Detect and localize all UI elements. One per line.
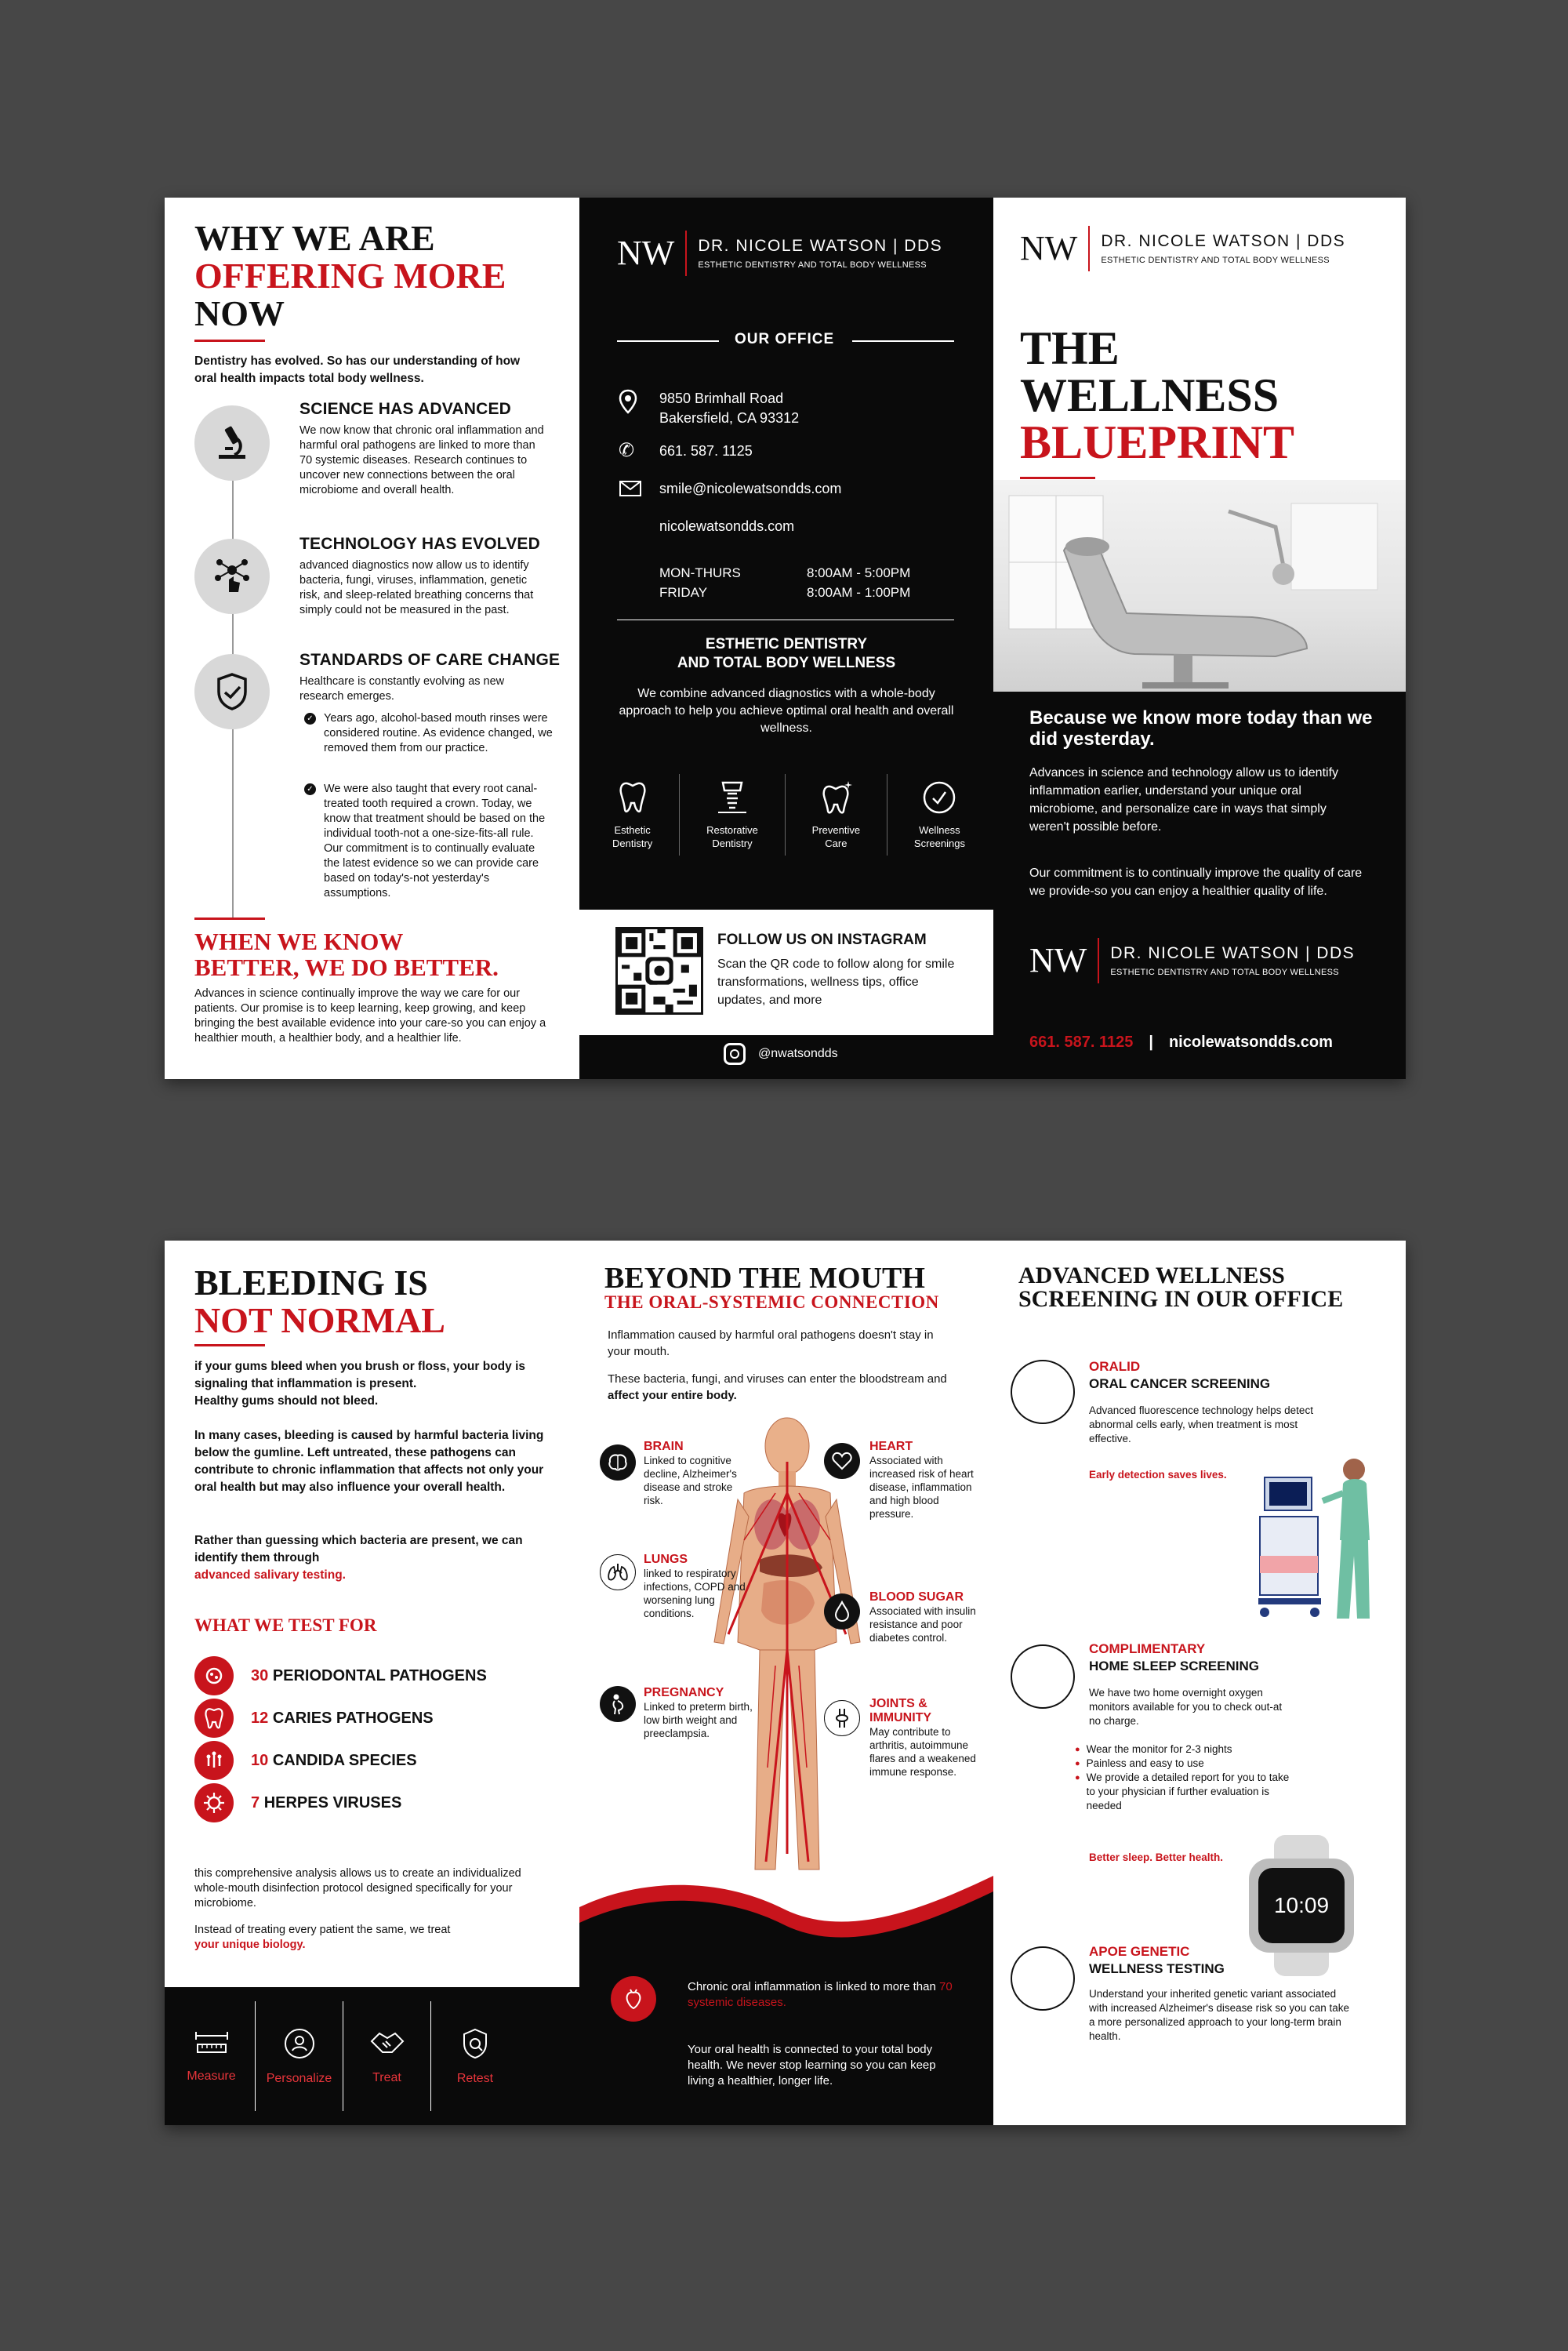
why-panel	[165, 198, 579, 1079]
organ-text: linked to respiratory infections, COPD and worsening lung conditions.	[644, 1568, 746, 1619]
mouth-subtitle: THE ORAL-SYSTEMIC CONNECTION	[604, 1292, 939, 1312]
check-icon: ✓	[304, 783, 316, 795]
test-label: PERIODONTAL PATHOGENS	[272, 1666, 487, 1684]
test-item	[194, 1783, 487, 1822]
step-label: Measure	[187, 2069, 236, 2083]
handshake-icon	[368, 2027, 406, 2058]
organ-title: BLOOD SUGAR	[869, 1590, 964, 1604]
bleeding-title-line2: NOT NORMAL	[194, 1300, 445, 1340]
cover-title-line3: BLUEPRINT	[1020, 416, 1295, 468]
tooth-icon	[194, 1699, 234, 1738]
cover-website[interactable]: nicolewatsondds.com	[1168, 1034, 1333, 1051]
oralid-heading: ORAL CANCER SCREENING	[1089, 1376, 1271, 1391]
instagram-box	[579, 910, 993, 1035]
oralid-tagline: Early detection saves lives.	[1089, 1469, 1227, 1481]
address-line2: Bakersfield, CA 93312	[659, 410, 800, 426]
contact-separator: |	[1149, 1034, 1153, 1051]
chronic-text	[688, 1979, 970, 2011]
organ-text: May contribute to arthritis, autoimmune flares and a weakened immune response.	[869, 1726, 976, 1778]
hours-day: FRIDAY	[659, 585, 708, 600]
instagram-title: FOLLOW US ON INSTAGRAM	[717, 932, 927, 948]
why-title	[194, 220, 506, 332]
brain-icon	[600, 1444, 636, 1481]
sleep-bullets	[1075, 1742, 1294, 1813]
cover-title-line1: THE	[1020, 322, 1120, 374]
logo-name: DR. NICOLE WATSON | DDS	[1110, 944, 1356, 962]
apoe-heading: WELLNESS TESTING	[1089, 1961, 1225, 1976]
science-text: We now know that chronic oral inflammation and harmful oral pathogens are linked to more than 70 systemic diseases. Research continues to uncover new connections between the oral microbiome and overall health.	[299, 424, 544, 496]
brochure-front	[165, 198, 1406, 1079]
mouth-intro: Inflammation caused by harmful oral pathogens doesn't stay in your mouth.	[608, 1328, 934, 1358]
watch-time: 10:09	[1258, 1868, 1345, 1943]
tooth-sparkle-icon	[615, 779, 650, 816]
wellness-icon	[922, 779, 956, 816]
organ-pregnancy	[644, 1686, 761, 1740]
hours-time: 8:00AM - 5:00PM	[807, 565, 911, 580]
office-phone[interactable]: 661. 587. 1125	[659, 443, 753, 459]
chronic-line: Chronic oral inflammation is linked to more than	[688, 1980, 936, 1993]
cover-info	[993, 692, 1406, 1079]
check-icon: ✓	[304, 713, 316, 725]
organ-heart	[869, 1440, 979, 1521]
screening-title	[1018, 1264, 1343, 1311]
mouth-panel	[579, 1241, 993, 2125]
oralid-title	[1089, 1358, 1270, 1393]
retest-icon	[458, 2026, 492, 2061]
phone-icon: ✆	[619, 440, 635, 461]
bleeding-panel	[165, 1241, 579, 2125]
technology-title: TECHNOLOGY HAS EVOLVED	[299, 535, 540, 553]
heart-icon	[824, 1443, 860, 1479]
test-count: 7	[251, 1793, 260, 1811]
cover-title-line2: WELLNESS	[1020, 369, 1279, 421]
bullet-text: We were also taught that every root canal-treated tooth required a crown. Today, we know that treatment should be based on the individual tooth-not a one-size-fits-all rule. Our commitment is to continually evaluate the latest evidence so we can provide care based on today's-not yesterday's assumptions.	[324, 783, 546, 899]
sleep-image	[1011, 1644, 1075, 1709]
closing-text: Your oral health is connected to your total body health. We never stop learning so you can keep living a healthier, longer life.	[688, 2043, 936, 2088]
organ-blood-sugar	[869, 1590, 984, 1644]
hours-days	[659, 563, 741, 602]
step-personalize	[256, 2001, 343, 2111]
implant-icon	[715, 779, 750, 816]
bullet-item	[1075, 1757, 1294, 1771]
bleeding-text: if your gums bleed when you brush or floss, your body is signaling that inflammation is present.	[194, 1360, 525, 1390]
sleep-heading: HOME SLEEP SCREENING	[1089, 1659, 1259, 1673]
divider	[785, 774, 786, 856]
email-icon	[619, 480, 642, 501]
bullet-item	[1075, 1742, 1294, 1757]
better-text: Advances in science continually improve the way we care for our patients. Our promise is to keep learning, keep growing, and keep bringing the best available evidence into your care-so you can enjoy a healthier mouth, a healthier body, and a healthier life.	[194, 987, 546, 1045]
test-heading: WHAT WE TEST FOR	[194, 1615, 377, 1635]
standards-title: STANDARDS OF CARE CHANGE	[299, 651, 561, 669]
better-title-line2: BETTER, WE DO BETTER.	[194, 954, 499, 981]
shield-check-icon	[194, 654, 270, 729]
instagram-handle[interactable]: @nwatsondds	[758, 1047, 838, 1060]
logo-name: DR. NICOLE WATSON | DDS	[1101, 232, 1346, 250]
candida-icon	[194, 1741, 234, 1780]
service-label: Screenings	[913, 838, 965, 849]
cover-contact	[1029, 1034, 1333, 1052]
test-label: CANDIDA SPECIES	[272, 1751, 417, 1769]
mouth-emphasis: affect your entire body.	[608, 1389, 737, 1402]
service-restorative	[706, 779, 758, 850]
organ-title: LUNGS	[644, 1553, 688, 1566]
service-label: Dentistry	[712, 838, 753, 849]
bullet-text: Painless and easy to use	[1086, 1757, 1204, 1769]
instagram-text: Scan the QR code to follow along for smile transformations, wellness tips, office updates, and more	[717, 957, 955, 1007]
because-heading: Because we know more today than we did yesterday.	[1029, 707, 1373, 750]
logo-subtitle: ESTHETIC DENTISTRY AND TOTAL BODY WELLNESS	[698, 260, 927, 270]
bleeding-title	[194, 1264, 445, 1339]
technology-text: advanced diagnostics now allow us to identify bacteria, fungi, viruses, inflammation, genetic risk, and sleep-related breathing concerns that simply could not be measured in the past.	[299, 559, 534, 616]
testing-text	[194, 1532, 539, 1584]
bullet-item	[1075, 1771, 1294, 1813]
divider	[852, 340, 954, 342]
logo	[1020, 226, 1345, 271]
why-title-line2: OFFERING MORE	[194, 256, 506, 296]
logo-mark: NW	[1020, 229, 1078, 267]
test-item	[194, 1699, 487, 1738]
service-label: Esthetic	[614, 824, 651, 836]
inflammation-icon	[611, 1976, 656, 2022]
why-title-line3: NOW	[194, 293, 285, 333]
bullet-text: Wear the monitor for 2-3 nights	[1086, 1743, 1232, 1755]
pregnancy-icon	[600, 1686, 636, 1722]
test-label: HERPES VIRUSES	[263, 1793, 402, 1811]
step-retest	[431, 2001, 519, 2111]
logo-mark: NW	[1029, 941, 1087, 979]
bullet-text: Years ago, alcohol-based mouth rinses were considered routine. As evidence changed, we removed them from our practice.	[324, 712, 553, 754]
organ-text: Linked to cognitive decline, Alzheimer's disease and stroke risk.	[644, 1455, 737, 1506]
organ-lungs	[644, 1553, 753, 1620]
bleeding-intro	[194, 1358, 551, 1410]
office-heading: OUR OFFICE	[735, 331, 835, 347]
dental-chair-image	[993, 480, 1406, 692]
organ-title: PREGNANCY	[644, 1686, 724, 1699]
commitment-text: Our commitment is to continually improve the quality of care we provide-so you can enjoy a healthier quality of life.	[1029, 867, 1363, 898]
testing-line: Rather than guessing which bacteria are present, we can identify them through	[194, 1534, 523, 1564]
step-label: Retest	[456, 2072, 494, 2085]
tech-touch-icon	[194, 539, 270, 614]
service-label: Restorative	[706, 824, 758, 836]
sleep-title	[1089, 1641, 1259, 1675]
logo-divider	[1088, 226, 1090, 271]
divider	[194, 918, 265, 920]
logo-subtitle: ESTHETIC DENTISTRY AND TOTAL BODY WELLNESS	[1101, 256, 1330, 265]
screening-title-line1: ADVANCED WELLNESS	[1018, 1263, 1285, 1288]
qr-code[interactable]	[615, 927, 703, 1015]
science-title: SCIENCE HAS ADVANCED	[299, 400, 512, 418]
tagline-line1: ESTHETIC DENTISTRY	[705, 636, 868, 652]
divider	[1020, 477, 1095, 479]
mouth-title: BEYOND THE MOUTH	[604, 1262, 925, 1295]
screening-title-line2: SCREENING IN OUR OFFICE	[1018, 1286, 1344, 1312]
address-line1: 9850 Brimhall Road	[659, 391, 784, 406]
service-label: Wellness	[919, 824, 960, 836]
logo-mark: NW	[617, 234, 675, 272]
apoe-label: APOE GENETIC	[1089, 1944, 1190, 1959]
joint-icon	[824, 1700, 860, 1736]
divider	[617, 340, 719, 342]
hours-day: MON-THURS	[659, 565, 741, 580]
blood-drop-icon	[824, 1593, 860, 1630]
smartwatch-image	[1243, 1835, 1360, 1976]
service-esthetic	[612, 779, 652, 850]
test-list	[194, 1656, 487, 1822]
test-count: 10	[251, 1751, 269, 1769]
office-panel	[579, 198, 993, 1079]
logo-name: DR. NICOLE WATSON | DDS	[698, 237, 943, 255]
bullet-dot: ●	[1075, 1773, 1080, 1782]
organ-title: BRAIN	[644, 1440, 684, 1453]
test-count: 30	[251, 1666, 269, 1684]
lungs-icon	[600, 1554, 636, 1590]
why-title-line1: WHY WE ARE	[194, 218, 435, 258]
tagline-text: We combine advanced diagnostics with a whole-body approach to help you achieve optimal oral health and overall wellness.	[619, 687, 954, 735]
services-row	[612, 774, 965, 856]
step-label: Personalize	[266, 2072, 332, 2085]
sleep-label: COMPLIMENTARY	[1089, 1641, 1206, 1656]
test-item	[194, 1656, 487, 1695]
tooth-shine-icon	[818, 779, 853, 816]
oralid-text: Advanced fluorescence technology helps detect abnormal cells early, when treatment is most effective.	[1089, 1404, 1313, 1444]
test-label: CARIES PATHOGENS	[272, 1709, 434, 1727]
organ-brain	[644, 1440, 753, 1507]
bullet-item	[304, 782, 554, 901]
step-label: Treat	[372, 2071, 401, 2084]
map-pin-icon	[619, 389, 637, 418]
mouth-line: These bacteria, fungi, and viruses can enter the bloodstream and	[608, 1372, 947, 1386]
organ-title: HEART	[869, 1440, 913, 1453]
divider	[194, 1344, 265, 1346]
office-website[interactable]: nicolewatsondds.com	[659, 518, 795, 534]
organ-joints	[869, 1697, 979, 1779]
hours-times	[807, 563, 910, 602]
divider	[194, 340, 265, 342]
bleeding-emphasis: Healthy gums should not bleed.	[194, 1394, 379, 1408]
organ-title: JOINTS & IMMUNITY	[869, 1697, 932, 1724]
organ-text: Associated with insulin resistance and poor diabetes control.	[869, 1605, 976, 1644]
sleep-tagline: Better sleep. Better health.	[1089, 1851, 1224, 1863]
brochure-inside	[165, 1241, 1406, 2125]
organ-text: Linked to preterm birth, low birth weight and preeclampsia.	[644, 1701, 753, 1739]
bacteria-icon	[194, 1656, 234, 1695]
testing-highlight: advanced salivary testing.	[194, 1568, 346, 1582]
oralid-image	[1011, 1360, 1075, 1424]
apoe-image	[1011, 1946, 1075, 2011]
bacteria-text: In many cases, bleeding is caused by harmful bacteria living below the gumline. Left untreated, these pathogens can contribute to chronic inflammation that affects not only your oral health but may also influence your overall health.	[194, 1429, 544, 1494]
better-title-line1: WHEN WE KNOW	[194, 928, 404, 955]
standards-text: Healthcare is constantly evolving as new research emerges.	[299, 675, 505, 703]
ruler-icon	[194, 2029, 229, 2055]
bullet-text: We provide a detailed report for you to take to your physician if further evaluation is needed	[1086, 1771, 1290, 1811]
sleep-text: We have two home overnight oxygen monitors available for you to check out-at no charge.	[1089, 1687, 1283, 1727]
biology-highlight: your unique biology.	[194, 1939, 306, 1951]
mouth-text	[608, 1371, 953, 1404]
biology-line: Instead of treating every patient the same, we treat	[194, 1924, 451, 1936]
service-label: Preventive	[811, 824, 861, 836]
microscope-icon	[194, 405, 270, 481]
address	[659, 389, 799, 428]
organ-text: Associated with increased risk of heart disease, inflammation and high blood pressure.	[869, 1455, 974, 1520]
step-measure	[168, 2001, 256, 2111]
personalize-icon	[282, 2026, 317, 2061]
logo	[1029, 938, 1355, 983]
logo	[617, 231, 942, 276]
because-text: Advances in science and technology allow us to identify inflammation earlier, understand your unique oral microbiome, and personalize care in ways that simply weren't possible before.	[1029, 766, 1339, 834]
instagram-icon	[724, 1043, 746, 1065]
test-item	[194, 1741, 487, 1780]
bullet-dot: ●	[1075, 1759, 1080, 1768]
biology-text	[194, 1923, 547, 1953]
logo-subtitle: ESTHETIC DENTISTRY AND TOTAL BODY WELLNESS	[1110, 968, 1339, 977]
apoe-text: Understand your inherited genetic variant associated with increased Alzheimer's disease risk so you can take a more personalized approach to your long-term brain health.	[1089, 1988, 1349, 2042]
bullet-dot: ●	[1075, 1745, 1080, 1754]
virus-icon	[194, 1783, 234, 1822]
service-label: Care	[825, 838, 848, 849]
step-treat	[343, 2001, 431, 2111]
cover-phone[interactable]: 661. 587. 1125	[1029, 1034, 1134, 1051]
service-wellness	[914, 779, 965, 850]
process-steps	[165, 1987, 579, 2125]
cover-title	[1020, 322, 1295, 468]
tagline-heading	[579, 635, 993, 673]
hours-time: 8:00AM - 1:00PM	[807, 585, 911, 600]
apoe-title	[1089, 1943, 1225, 1978]
oralid-label: ORALID	[1089, 1359, 1141, 1374]
better-title	[194, 928, 499, 980]
service-preventive	[812, 779, 860, 850]
office-email[interactable]: smile@nicolewatsondds.com	[659, 481, 842, 496]
logo-divider	[685, 231, 687, 276]
chronic-highlight: 70 systemic diseases.	[688, 1980, 953, 2009]
screening-machine-illustration	[1236, 1446, 1393, 1634]
why-intro: Dentistry has evolved. So has our understanding of how oral health impacts total body wellness.	[194, 354, 521, 385]
screening-panel	[993, 1241, 1406, 2125]
logo-divider	[1098, 938, 1099, 983]
test-count: 12	[251, 1709, 269, 1727]
analysis-text: this comprehensive analysis allows us to create an individualized whole-mouth disinfection protocol designed specifically for your microbiome.	[194, 1867, 521, 1910]
service-label: Dentistry	[612, 838, 653, 849]
divider	[679, 774, 680, 856]
bleeding-title-line1: BLEEDING IS	[194, 1263, 428, 1303]
cover-panel	[993, 198, 1406, 1079]
tagline-line2: AND TOTAL BODY WELLNESS	[677, 655, 896, 671]
bullet-item	[304, 711, 554, 756]
